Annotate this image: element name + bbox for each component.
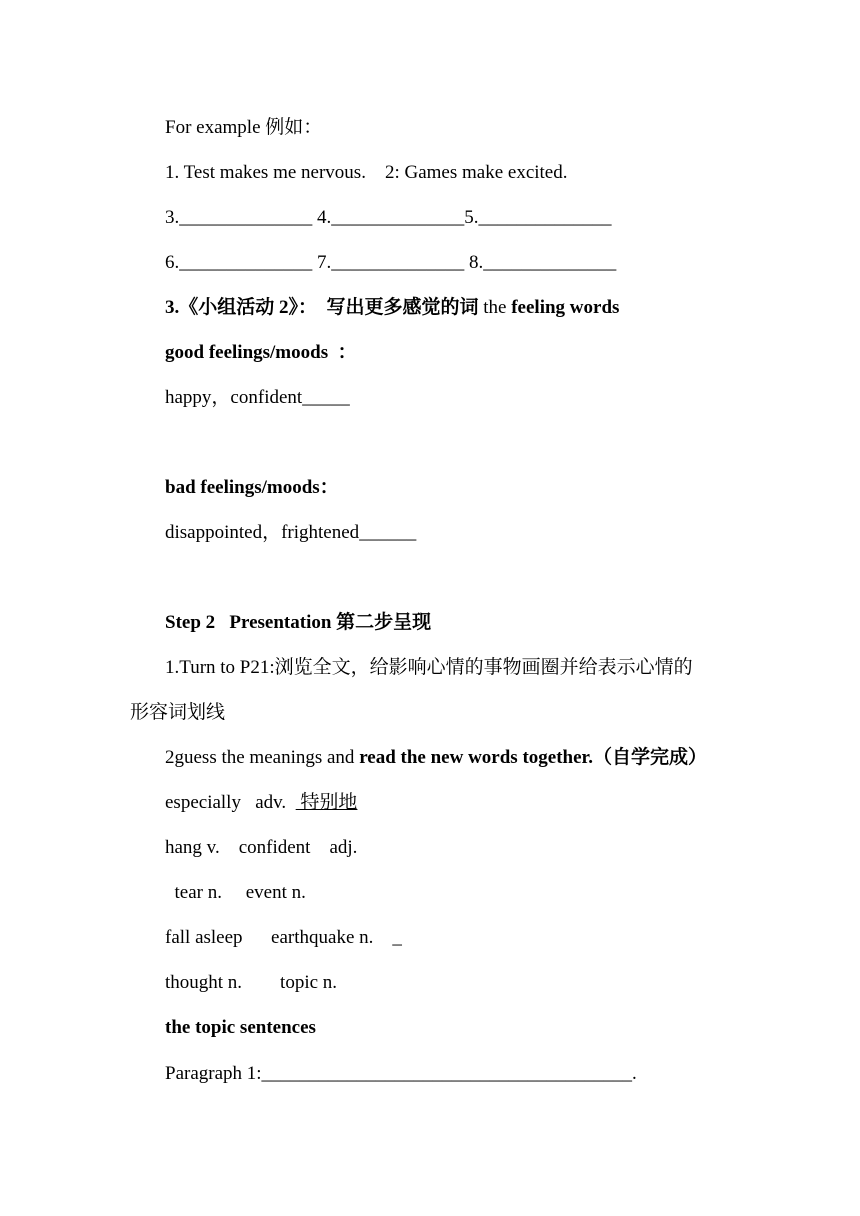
instruction-2-bold: read the new words together.（自学完成） bbox=[359, 747, 707, 768]
example-sentences: 1. Test makes me nervous. 2: Games make excited. bbox=[165, 162, 568, 183]
vocab-fall-asleep-text: fall asleep earthquake n. bbox=[165, 927, 393, 948]
instruction-1: 1.Turn to P21:浏览全文，给影响心情的事物画圈并给表示心情的 bbox=[165, 657, 693, 678]
good-feelings-label: good feelings/moods ： bbox=[165, 342, 357, 363]
vocab-hang-confident: hang v. confident adj. bbox=[165, 837, 358, 858]
paragraph-1-blank: Paragraph 1:_______________________________________. bbox=[165, 1063, 637, 1084]
vocab-earthquake-blank: _ bbox=[392, 927, 402, 948]
topic-sentences-title: the topic sentences bbox=[165, 1017, 316, 1038]
example-label: For example 例如： bbox=[165, 117, 323, 138]
bad-feelings-list bbox=[165, 521, 416, 545]
vocab-thought-topic: thought n. topic n. bbox=[165, 972, 338, 993]
step2-title: Step 2 Presentation 第二步呈现 bbox=[165, 612, 432, 633]
good-feelings-blank: _____ bbox=[302, 387, 350, 408]
vocab-fall-asleep-earthquake bbox=[165, 926, 402, 950]
blank-row-2: 6.______________ 7.______________ 8.______________ bbox=[165, 252, 617, 273]
good-feelings-words: happy，confident bbox=[165, 387, 303, 408]
vocab-tear-event: tear n. event n. bbox=[165, 882, 306, 903]
instruction-2-plain: 2guess the meanings and bbox=[165, 747, 360, 768]
topic-sentences-heading bbox=[165, 1016, 316, 1040]
vocab-especially-word: especially adv. bbox=[165, 792, 296, 813]
blank-row-1: 3.______________ 4.______________5.______________ bbox=[165, 207, 612, 228]
instruction-1-continued: 形容词划线 bbox=[130, 702, 226, 723]
group-activity-the: the bbox=[478, 297, 512, 318]
bad-feelings-blank: ______ bbox=[359, 522, 417, 543]
group-activity-feeling-words: feeling words bbox=[511, 297, 620, 318]
good-feelings-list bbox=[165, 386, 350, 410]
group-activity-title: 3.《小组活动 2》： 写出更多感觉的词 bbox=[165, 297, 479, 318]
step2-heading bbox=[165, 611, 431, 635]
vocab-especially bbox=[165, 791, 357, 815]
instruction-2 bbox=[165, 746, 707, 770]
bad-feelings-words: disappointed，frightened bbox=[165, 522, 360, 543]
bad-feelings-label: bad feelings/moods： bbox=[165, 477, 339, 498]
good-feelings-heading bbox=[165, 341, 357, 365]
vocab-especially-meaning: 特别地 bbox=[295, 792, 358, 813]
bad-feelings-heading bbox=[165, 476, 339, 500]
group-activity-heading bbox=[165, 296, 619, 320]
